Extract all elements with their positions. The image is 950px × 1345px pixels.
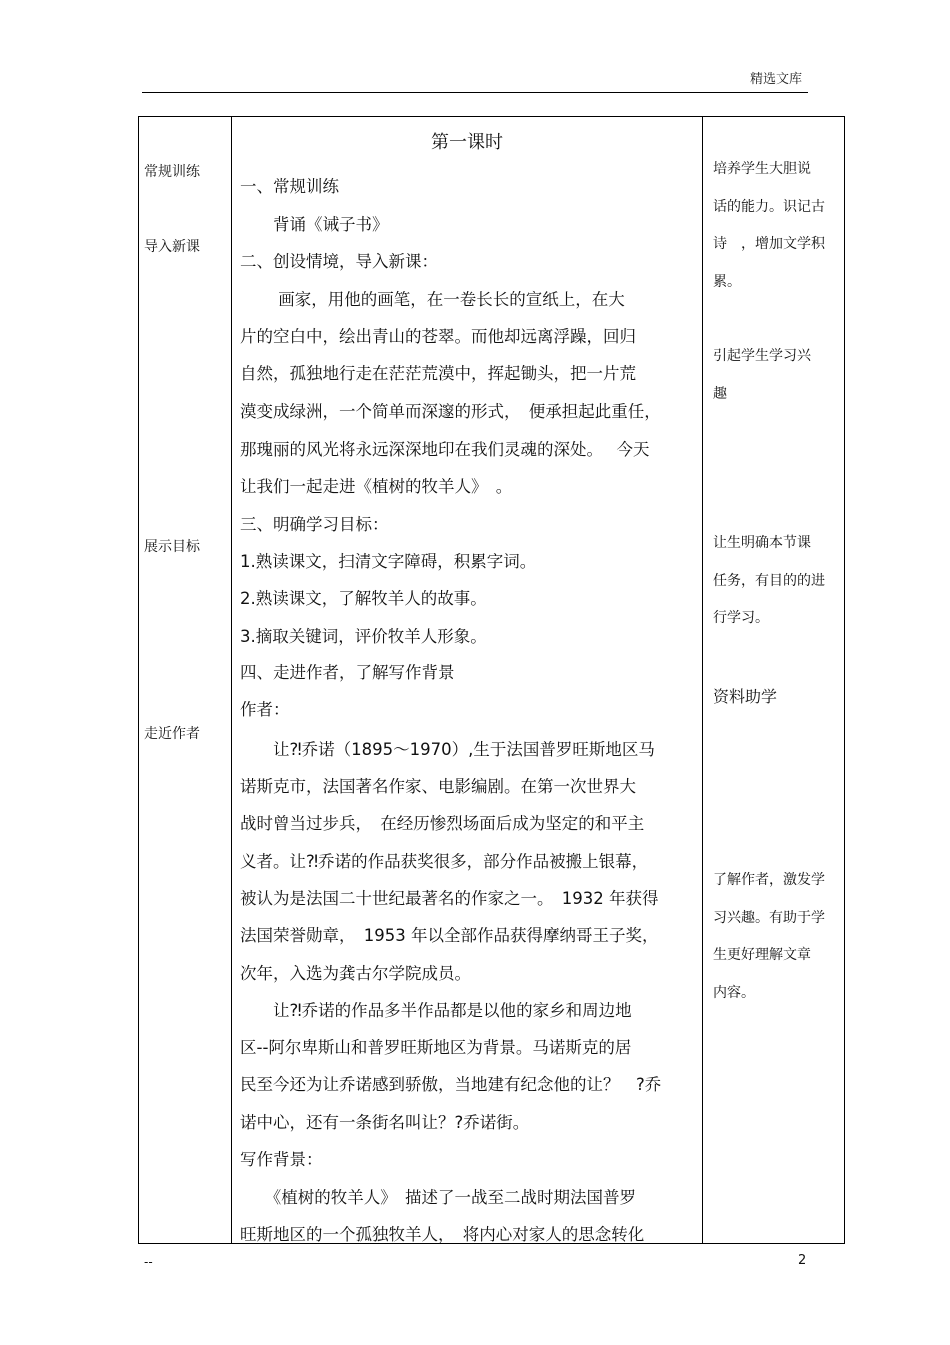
note-line: 培养学生大胆说 — [713, 161, 811, 177]
content-line: 写作背景： — [240, 1150, 323, 1169]
footer-marker: -- — [144, 1255, 153, 1269]
content-line: 被认为是法国二十世纪最著名的作家之一。 1932 年获得 — [240, 889, 659, 908]
header-rule — [142, 92, 808, 93]
page-number: 2 — [798, 1253, 807, 1268]
left-label-author: 走近作者 — [144, 726, 200, 742]
content-line: 区--阿尔卑斯山和普罗旺斯地区为背景。马诺斯克的居 — [240, 1038, 632, 1057]
note-line: 行学习。 — [713, 610, 769, 626]
content-line: 义者。让⁈乔诺的作品获奖很多，部分作品被搬上银幕， — [240, 852, 649, 871]
note-goals — [713, 525, 837, 638]
column-divider-right — [702, 116, 703, 1244]
left-label-routine: 常规训练 — [144, 164, 200, 180]
content-line: 四、走进作者，了解写作背景 — [240, 663, 455, 682]
note-line: 话的能力。识记古 — [713, 198, 825, 215]
note-line: 内容。 — [713, 984, 755, 1001]
left-label-goals: 展示目标 — [144, 539, 200, 555]
content-line: 让我们一起走进《植树的牧羊人》 。 — [240, 477, 513, 496]
note-line: 引起学生学习兴 — [713, 348, 811, 364]
content-line: 法国荣誉勋章， 1953 年以全部作品获得摩纳哥王子奖， — [240, 926, 659, 945]
content-line: 1.熟读课文，扫清文字障碍，积累字词。 — [240, 552, 537, 571]
content-line: 一、常规训练 — [240, 177, 339, 196]
left-label-intro: 导入新课 — [144, 239, 200, 255]
content-line: 让⁈乔诺（1895～1970）,生于法国普罗旺斯地区马 — [240, 740, 655, 759]
note-materials: 资料助学 — [713, 687, 778, 706]
content-line: 片的空白中，绘出青山的苍翠。而他却远离浮躁，回归 — [240, 327, 636, 346]
note-line: 累。 — [713, 273, 741, 290]
content-line: 画家，用他的画笔，在一卷长长的宣纸上，在大 — [240, 290, 625, 309]
note-interest — [713, 338, 837, 413]
content-line: 三、明确学习目标： — [240, 515, 389, 534]
note-line: 了解作者，激发学 — [713, 872, 825, 888]
column-divider-left — [231, 116, 232, 1244]
header-label: 精选文库 — [749, 72, 802, 87]
content-line: 诺斯克市，法国著名作家、电影编剧。在第一次世界大 — [240, 777, 636, 796]
content-line: 自然，孤独地行走在茫茫荒漠中，挥起锄头，把一片荒 — [240, 364, 636, 383]
content-line: 旺斯地区的一个孤独牧羊人， 将内心对家人的思念转化 — [240, 1225, 645, 1244]
note-speaking — [713, 151, 837, 301]
note-line: 任务，有目的的进 — [713, 572, 825, 589]
content-line: 2.熟读课文，了解牧羊人的故事。 — [240, 589, 487, 608]
content-line: 战时曾当过步兵， 在经历惨烈场面后成为坚定的和平主 — [240, 814, 645, 833]
content-line: 作者： — [240, 700, 290, 719]
content-line: 让⁈乔诺的作品多半作品都是以他的家乡和周边地 — [240, 1001, 632, 1020]
content-line: 漠变成绿洲，一个简单而深邃的形式， 便承担起此重任， — [240, 402, 661, 421]
content-line: 民至今还为让乔诺感到骄傲，当地建有纪念他的让？ ?乔 — [240, 1075, 662, 1094]
content-line: 3.摘取关键词，评价牧羊人形象。 — [240, 627, 487, 646]
content-line: 背诵《诫子书》 — [240, 215, 389, 234]
note-line: 让生明确本节课 — [713, 535, 811, 551]
note-line: 生更好理解文章 — [713, 947, 811, 963]
content-line: 次年，入选为龚古尔学院成员。 — [240, 964, 471, 983]
note-author — [713, 862, 837, 1012]
note-line: 趣 — [713, 385, 727, 402]
note-line: 诗 ，增加文学积 — [713, 236, 825, 252]
lesson-title: 第一课时 — [431, 132, 503, 153]
content-line: 那瑰丽的风光将永远深深地印在我们灵魂的深处。 今天 — [240, 440, 650, 459]
content-line: 诺中心，还有一条街名叫让？?乔诺街。 — [240, 1113, 530, 1132]
content-line: 二、创设情境，导入新课： — [240, 252, 438, 271]
content-line: 《植树的牧羊人》 描述了一战至二战时期法国普罗 — [240, 1188, 636, 1207]
note-line: 习兴趣。有助于学 — [713, 909, 825, 926]
